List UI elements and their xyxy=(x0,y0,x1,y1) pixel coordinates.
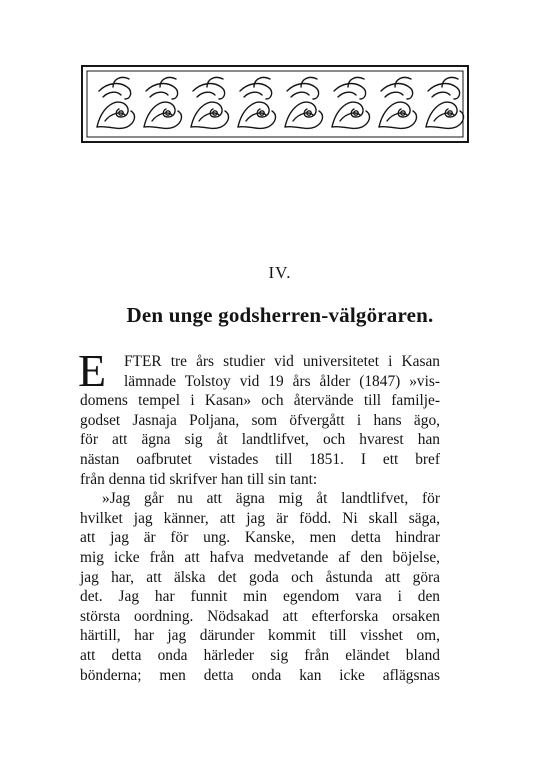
text-line: bönderna; men detta onda kan icke aflägsnas xyxy=(80,666,440,684)
text-line: lämnade Tolstoy vid 19 års ålder (1847) »vis- xyxy=(124,372,440,390)
text-line: FTER tre års studier vid universitetet i Kasan xyxy=(124,353,440,370)
text-line: hvilket jag känner, att jag är född. Ni skall säga, xyxy=(80,509,440,527)
drop-cap: E xyxy=(78,345,107,396)
chapter-number: IV. xyxy=(268,263,292,282)
decorative-header-ornament xyxy=(81,65,469,143)
text-line: härtill, har jag därunder kommit till visshet om, xyxy=(80,627,440,645)
text-line: mig icke från att hafva medvetande af den böjelse, xyxy=(80,548,440,566)
text-line: att jag är för ung. Kanske, men detta hindrar xyxy=(80,529,440,547)
text-line: att detta onda härleder sig från eländet bland xyxy=(80,646,440,664)
chapter-title: Den unge godsherren-välgöraren. xyxy=(126,303,434,327)
text-line: det. Jag har funnit min egendom vara i den xyxy=(80,588,440,606)
text-line: största oordning. Nödsakad att efterforska orsaken xyxy=(80,607,440,625)
text-line: jag har, att älska det goda och åstunda att göra xyxy=(80,568,440,586)
text-line: nästan oafbrutet vistades till 1851. I ett bref xyxy=(80,450,440,468)
text-line: domens tempel i Kasan» och återvände till familje- xyxy=(80,392,440,410)
text-line: »Jag går nu att ägna mig åt landtlifvet, för xyxy=(102,490,440,508)
text-line: godset Jasnaja Poljana, som öfvergått i hans ägo, xyxy=(80,411,440,429)
text-line: för att ägna sig åt landtlifvet, och hvarest han xyxy=(80,431,440,449)
text-line: från denna tid skrifver han till sin tant: xyxy=(80,470,318,488)
body-text xyxy=(78,345,440,685)
